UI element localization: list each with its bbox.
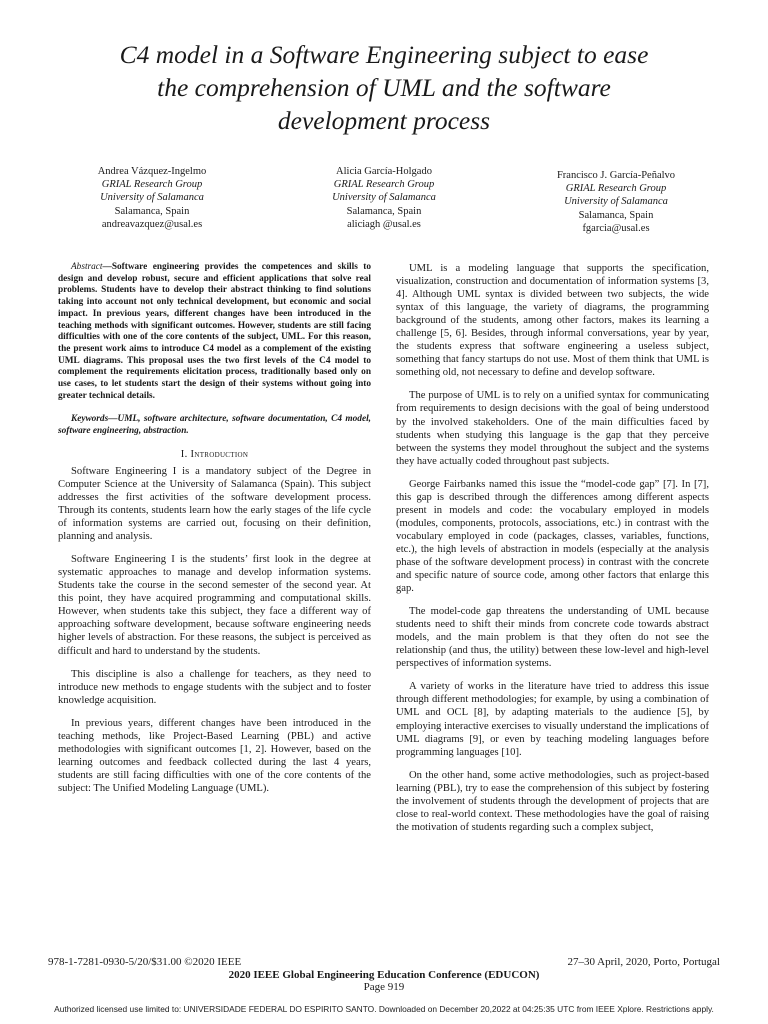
title-line-2: the comprehension of UML and the software (157, 73, 611, 102)
section-heading-introduction (58, 448, 371, 461)
footer-page-number: Page 919 (363, 981, 405, 993)
abstract (58, 262, 371, 402)
abstract-label: Abstract (71, 262, 103, 272)
author-university: University of Salamanca (564, 196, 668, 208)
author-university: University of Salamanca (332, 192, 436, 204)
author-city: Salamanca, Spain (346, 205, 422, 217)
author-block-1 (52, 165, 252, 231)
paragraph: On the other hand, some active methodologies, such as project-based learning (PBL), try to ease the comprehension of this subject by fostering the involvement of students through the development of projects that are close to real-world context. These methodologies have the goal of raising the motivation of students regarding such a complex subject, (396, 769, 709, 833)
left-column (58, 262, 371, 805)
author-group: GRIAL Research Group (565, 183, 667, 195)
paragraph: This discipline is also a challenge for teachers, as they need to introduce new methods to engage students with the subject and to foster knowledge acquisition. (58, 668, 371, 706)
author-email: aliciagh @usal.es (347, 218, 421, 230)
author-name: Alicia García-Holgado (336, 166, 432, 177)
author-block-2 (284, 165, 484, 231)
paragraph: Software Engineering I is a mandatory subject of the Degree in Computer Science at the University of Salamanca (Spain). This subject addresses the first activities of the software development process. Through its contents, students learn how the early stages of the life cycle of information systems are carried out, focusing on their definition, planning and analysis. (58, 465, 371, 543)
license-notice: Authorized licensed use limited to: UNIVERSIDADE FEDERAL DO ESPIRITO SANTO. Downloaded on December 20,2022 at 04:25:35 UTC from IEEE Xplore. Restrictions apply. (54, 1004, 714, 1014)
footer-date-place: 27–30 April, 2020, Porto, Portugal (567, 956, 720, 968)
paper-title (40, 38, 728, 137)
author-city: Salamanca, Spain (114, 205, 190, 217)
footer-isbn: 978-1-7281-0930-5/20/$31.00 ©2020 IEEE (48, 956, 242, 968)
paragraph: Software Engineering I is the students’ first look in the degree at systematic approaches to manage and develop information systems. Students take the course in the second semester of the second year. At this point, they have acquired programming and computational skills. However, when students take this subject, they face a different way of approaching software development, because software engineering needs higher levels of abstraction. For these reasons, the subject is perceived as difficult and hard to understand by the students. (58, 554, 371, 657)
footer-conference: 2020 IEEE Global Engineering Education Conference (EDUCON) (228, 969, 540, 981)
paragraph: A variety of works in the literature have tried to address this issue through different methodologies; for example, by using a combination of UML and OCL [8], by adapting materials to the audience [5], by employing interactive exercises to visually understand the implications of UML diagrams [9], or even by teaching modeling languages before programming languages [10]. (396, 681, 709, 758)
keywords: Keywords—UML, software architecture, software documentation, C4 model, software engineering, abstraction. (58, 414, 371, 437)
author-group: GRIAL Research Group (333, 179, 435, 191)
title-line-1: C4 model in a Software Engineering subject to ease (119, 40, 649, 69)
author-name: Francisco J. García-Peñalvo (556, 170, 676, 181)
title-line-3: development process (277, 106, 491, 135)
paragraph: UML is a modeling language that supports the specification, visualization, construction and documentation of information systems [3, 4]. Although UML syntax is divided between two subjects, the wide syntax of this language, the variety of diagrams, the programming background of the students, among other factors, makes its learning a challenge [5, 6]. Besides, through informal conversations, year by year, the students express that software engineering a useless subject, something that fancy startups do not use. Most of them think that UML is something old, not necessary to define and develop software. (396, 263, 709, 379)
paragraph: George Fairbanks named this issue the “model-code gap” [7]. In [7], this gap is described through the differences among different aspects present in models and code: the vocabulary employed in models (modules, components, protocols, associations, etc.) in contrast with the vocabulary employed in code (packages, classes, variables, functions, etc.), the high levels of abstraction in models (especially at the analysis phase of the software development process) in contrast with the concrete and specific nature of source code, among other factors that enlarge this gap. (396, 478, 709, 595)
paragraph: In previous years, different changes have been introduced in the teaching methods, like Project-Based Learning (PBL) and active methodologies with significant outcomes [1, 2]. However, based on the learning outcomes and feedback collected during the last 4 years, students are still facing difficulties with one of the core contents of the subject: The Unified Modeling Language (UML). (58, 717, 371, 794)
author-city: Salamanca, Spain (578, 209, 654, 221)
author-email: fgarcia@usal.es (582, 222, 650, 234)
paragraph: The purpose of UML is to rely on a unified syntax for communicating from requirements to design decisions with the goal of being understood by the involved stakeholders. One of the main difficulties faced by students when studying this language is the gap that they perceive between the systems they model throughout the subject and the systems they have actually coded throughout past subjects. (396, 390, 709, 467)
author-group: GRIAL Research Group (101, 179, 203, 191)
section-number: I. (180, 448, 188, 460)
paragraph: The model-code gap threatens the understanding of UML because students need to shift their minds from concrete code towards abstract models, and the main problem is that they often do not see the relationship (and thus, the utility) between these low-level and high-level perspectives of information systems. (396, 606, 709, 670)
author-email: andreavazquez@usal.es (101, 218, 203, 230)
author-block-3 (516, 169, 716, 235)
author-name: Andrea Vázquez-Ingelmo (97, 166, 207, 177)
author-university: University of Salamanca (100, 192, 204, 204)
abstract-text: —Software engineering provides the competences and skills to design and develop robust, secure and efficient applications that solve real problems. Students have to develop their abstract thinking to find solutions taking into account not only technical development, but economic and social impact. In previous years, different changes have been introduced in the teaching methods with significant outcomes. However, students are still facing difficulties with one of the core contents of the subject, UML. For this reason, the present work aims to introduce C4 model as a complement of the existing UML diagrams. This proposal uses the two first levels of the C4 model to complement the requirements elicitation process, traditionally based only on use cases, to let students start the design of their systems without going into greater technical details. (58, 262, 371, 401)
section-title: Introduction (190, 448, 249, 460)
right-column (396, 262, 709, 844)
